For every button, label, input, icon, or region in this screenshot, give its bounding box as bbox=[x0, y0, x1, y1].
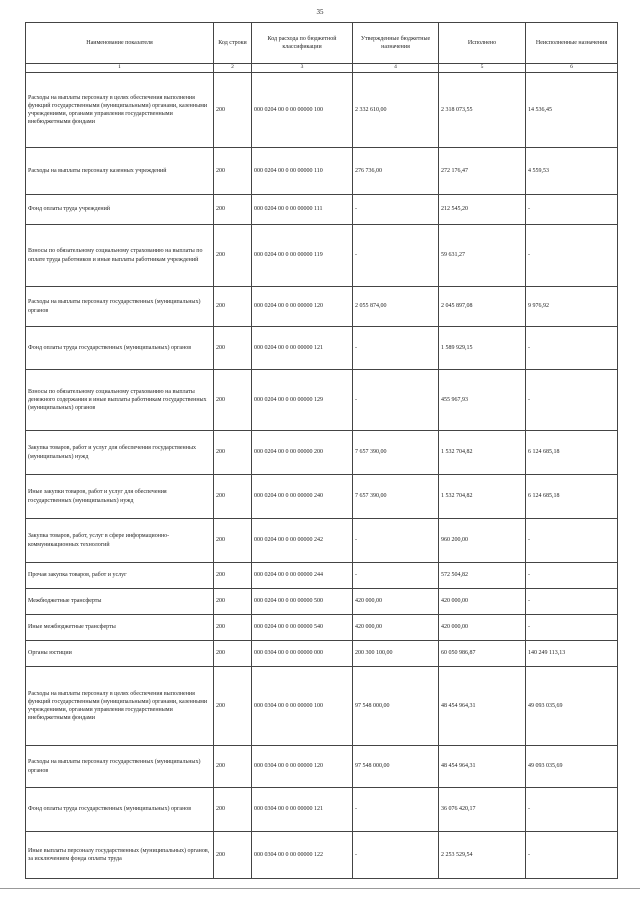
row-name: Иные закупки товаров, работ и услуг для обеспечения государственных (муниципальных) нужд bbox=[26, 475, 214, 519]
row-approved: 97 548 000,00 bbox=[353, 667, 439, 746]
row-line-code: 200 bbox=[214, 148, 252, 195]
row-name: Расходы на выплаты персоналу государственных (муниципальных) органов bbox=[26, 287, 214, 327]
table-row bbox=[26, 563, 618, 589]
row-executed: 420 000,00 bbox=[439, 615, 526, 641]
row-name: Органы юстиции bbox=[26, 641, 214, 667]
row-unexecuted: - bbox=[526, 370, 618, 431]
row-line-code: 200 bbox=[214, 431, 252, 475]
row-executed: 2 045 897,08 bbox=[439, 287, 526, 327]
row-unexecuted: - bbox=[526, 519, 618, 563]
table-row bbox=[26, 589, 618, 615]
row-name: Расходы на выплаты персоналу в целях обеспечения выполнения функций государственными (муниципальными) органами, казенными учреждениями, органами управления государственными внебюджетными фондами bbox=[26, 73, 214, 148]
row-expense-code: 000 0304 00 0 00 00000 000 bbox=[252, 641, 353, 667]
row-unexecuted: - bbox=[526, 195, 618, 225]
row-approved: 276 736,00 bbox=[353, 148, 439, 195]
column-number: 4 bbox=[353, 64, 439, 73]
row-executed: 36 076 420,17 bbox=[439, 788, 526, 832]
row-executed: 960 200,00 bbox=[439, 519, 526, 563]
column-number: 3 bbox=[252, 64, 353, 73]
row-unexecuted: 49 093 035,69 bbox=[526, 746, 618, 788]
table-row bbox=[26, 746, 618, 788]
row-expense-code: 000 0204 00 0 00 00000 121 bbox=[252, 327, 353, 370]
column-number: 1 bbox=[26, 64, 214, 73]
row-expense-code: 000 0204 00 0 00 00000 500 bbox=[252, 589, 353, 615]
row-line-code: 200 bbox=[214, 746, 252, 788]
row-executed: 212 545,20 bbox=[439, 195, 526, 225]
row-unexecuted: - bbox=[526, 327, 618, 370]
row-approved: - bbox=[353, 370, 439, 431]
row-name: Закупка товаров, работ и услуг для обеспечения государственных (муниципальных) нужд bbox=[26, 431, 214, 475]
row-approved: 420 000,00 bbox=[353, 589, 439, 615]
row-approved: - bbox=[353, 832, 439, 879]
table-row bbox=[26, 832, 618, 879]
row-approved: 7 657 390,00 bbox=[353, 475, 439, 519]
table-row bbox=[26, 370, 618, 431]
row-line-code: 200 bbox=[214, 73, 252, 148]
row-unexecuted: 14 536,45 bbox=[526, 73, 618, 148]
row-unexecuted: 140 249 113,13 bbox=[526, 641, 618, 667]
row-line-code: 200 bbox=[214, 832, 252, 879]
row-expense-code: 000 0204 00 0 00 00000 242 bbox=[252, 519, 353, 563]
row-name: Взносы по обязательному социальному страхованию на выплаты денежного содержания и иные выплаты работникам государственных (муниципальных) органов bbox=[26, 370, 214, 431]
row-line-code: 200 bbox=[214, 563, 252, 589]
table-row bbox=[26, 73, 618, 148]
row-expense-code: 000 0204 00 0 00 00000 200 bbox=[252, 431, 353, 475]
row-unexecuted: - bbox=[526, 563, 618, 589]
row-unexecuted: 6 124 685,18 bbox=[526, 475, 618, 519]
row-expense-code: 000 0304 00 0 00 00000 121 bbox=[252, 788, 353, 832]
row-approved: 420 000,00 bbox=[353, 615, 439, 641]
row-name: Закупка товаров, работ, услуг в сфере информационно-коммуникационных технологий bbox=[26, 519, 214, 563]
column-number: 2 bbox=[214, 64, 252, 73]
row-approved: 2 055 874,00 bbox=[353, 287, 439, 327]
row-name: Расходы на выплаты персоналу казенных учреждений bbox=[26, 148, 214, 195]
row-unexecuted: 4 559,53 bbox=[526, 148, 618, 195]
row-approved: 200 300 100,00 bbox=[353, 641, 439, 667]
row-line-code: 200 bbox=[214, 225, 252, 287]
row-executed: 572 504,82 bbox=[439, 563, 526, 589]
row-unexecuted: - bbox=[526, 589, 618, 615]
row-executed: 60 050 986,87 bbox=[439, 641, 526, 667]
row-expense-code: 000 0204 00 0 00 00000 110 bbox=[252, 148, 353, 195]
row-executed: 2 253 529,54 bbox=[439, 832, 526, 879]
row-line-code: 200 bbox=[214, 519, 252, 563]
row-executed: 455 967,93 bbox=[439, 370, 526, 431]
row-approved: - bbox=[353, 327, 439, 370]
row-line-code: 200 bbox=[214, 287, 252, 327]
row-unexecuted: - bbox=[526, 788, 618, 832]
row-line-code: 200 bbox=[214, 327, 252, 370]
table-row bbox=[26, 667, 618, 746]
column-header: Утвержденные бюджетные назначения bbox=[353, 23, 439, 64]
row-line-code: 200 bbox=[214, 788, 252, 832]
row-expense-code: 000 0304 00 0 00 00000 100 bbox=[252, 667, 353, 746]
column-number: 5 bbox=[439, 64, 526, 73]
row-expense-code: 000 0204 00 0 00 00000 111 bbox=[252, 195, 353, 225]
row-executed: 1 589 929,15 bbox=[439, 327, 526, 370]
column-number-row bbox=[26, 64, 618, 73]
row-line-code: 200 bbox=[214, 641, 252, 667]
row-approved: 7 657 390,00 bbox=[353, 431, 439, 475]
row-expense-code: 000 0304 00 0 00 00000 122 bbox=[252, 832, 353, 879]
row-executed: 48 454 964,31 bbox=[439, 746, 526, 788]
page-bottom-rule bbox=[0, 888, 640, 889]
row-line-code: 200 bbox=[214, 475, 252, 519]
row-expense-code: 000 0304 00 0 00 00000 120 bbox=[252, 746, 353, 788]
row-name: Иные выплаты персоналу государственных (муниципальных) органов, за исключением фонда оплаты труда bbox=[26, 832, 214, 879]
row-name: Фонд оплаты труда государственных (муниципальных) органов bbox=[26, 327, 214, 370]
row-unexecuted: - bbox=[526, 225, 618, 287]
row-unexecuted: - bbox=[526, 832, 618, 879]
row-approved: - bbox=[353, 563, 439, 589]
row-unexecuted: 9 976,92 bbox=[526, 287, 618, 327]
header-row bbox=[26, 23, 618, 64]
row-executed: 1 532 704,82 bbox=[439, 431, 526, 475]
table-row bbox=[26, 615, 618, 641]
row-approved: 2 332 610,00 bbox=[353, 73, 439, 148]
row-executed: 59 631,27 bbox=[439, 225, 526, 287]
table-row bbox=[26, 431, 618, 475]
row-expense-code: 000 0204 00 0 00 00000 119 bbox=[252, 225, 353, 287]
row-unexecuted: 6 124 685,18 bbox=[526, 431, 618, 475]
row-line-code: 200 bbox=[214, 667, 252, 746]
row-approved: - bbox=[353, 195, 439, 225]
column-header: Неисполненные назначения bbox=[526, 23, 618, 64]
budget-report-table bbox=[25, 22, 618, 879]
row-executed: 1 532 704,82 bbox=[439, 475, 526, 519]
row-approved: 97 548 000,00 bbox=[353, 746, 439, 788]
column-header: Код строки bbox=[214, 23, 252, 64]
row-line-code: 200 bbox=[214, 370, 252, 431]
row-approved: - bbox=[353, 225, 439, 287]
row-line-code: 200 bbox=[214, 615, 252, 641]
column-header: Исполнено bbox=[439, 23, 526, 64]
row-expense-code: 000 0204 00 0 00 00000 129 bbox=[252, 370, 353, 431]
row-unexecuted: - bbox=[526, 615, 618, 641]
column-header: Наименование показателя bbox=[26, 23, 214, 64]
page-number: 35 bbox=[316, 8, 324, 16]
row-name: Межбюджетные трансферты bbox=[26, 589, 214, 615]
row-expense-code: 000 0204 00 0 00 00000 100 bbox=[252, 73, 353, 148]
table-row bbox=[26, 327, 618, 370]
table-row bbox=[26, 287, 618, 327]
table-row bbox=[26, 641, 618, 667]
row-name: Взносы по обязательному социальному страхованию на выплаты по оплате труда работников и иные выплаты работникам учреждений bbox=[26, 225, 214, 287]
row-executed: 2 318 073,55 bbox=[439, 73, 526, 148]
row-approved: - bbox=[353, 788, 439, 832]
table-row bbox=[26, 148, 618, 195]
column-number: 6 bbox=[526, 64, 618, 73]
row-expense-code: 000 0204 00 0 00 00000 120 bbox=[252, 287, 353, 327]
row-line-code: 200 bbox=[214, 195, 252, 225]
row-expense-code: 000 0204 00 0 00 00000 244 bbox=[252, 563, 353, 589]
row-expense-code: 000 0204 00 0 00 00000 240 bbox=[252, 475, 353, 519]
row-line-code: 200 bbox=[214, 589, 252, 615]
row-name: Иные межбюджетные трансферты bbox=[26, 615, 214, 641]
table-row bbox=[26, 225, 618, 287]
row-name: Фонд оплаты труда государственных (муниципальных) органов bbox=[26, 788, 214, 832]
table-row bbox=[26, 788, 618, 832]
row-executed: 272 176,47 bbox=[439, 148, 526, 195]
table-row bbox=[26, 475, 618, 519]
row-name: Прочая закупка товаров, работ и услуг bbox=[26, 563, 214, 589]
row-approved: - bbox=[353, 519, 439, 563]
table-row bbox=[26, 195, 618, 225]
row-name: Фонд оплаты труда учреждений bbox=[26, 195, 214, 225]
row-expense-code: 000 0204 00 0 00 00000 540 bbox=[252, 615, 353, 641]
table-row bbox=[26, 519, 618, 563]
row-executed: 48 454 964,31 bbox=[439, 667, 526, 746]
column-header: Код расхода по бюджетной классификации bbox=[252, 23, 353, 64]
row-unexecuted: 49 093 035,69 bbox=[526, 667, 618, 746]
row-name: Расходы на выплаты персоналу в целях обеспечения выполнения функций государственными (муниципальными) органами, казенными учреждениями, органами управления государственными внебюджетными фондами bbox=[26, 667, 214, 746]
row-executed: 420 000,00 bbox=[439, 589, 526, 615]
row-name: Расходы на выплаты персоналу государственных (муниципальных) органов bbox=[26, 746, 214, 788]
